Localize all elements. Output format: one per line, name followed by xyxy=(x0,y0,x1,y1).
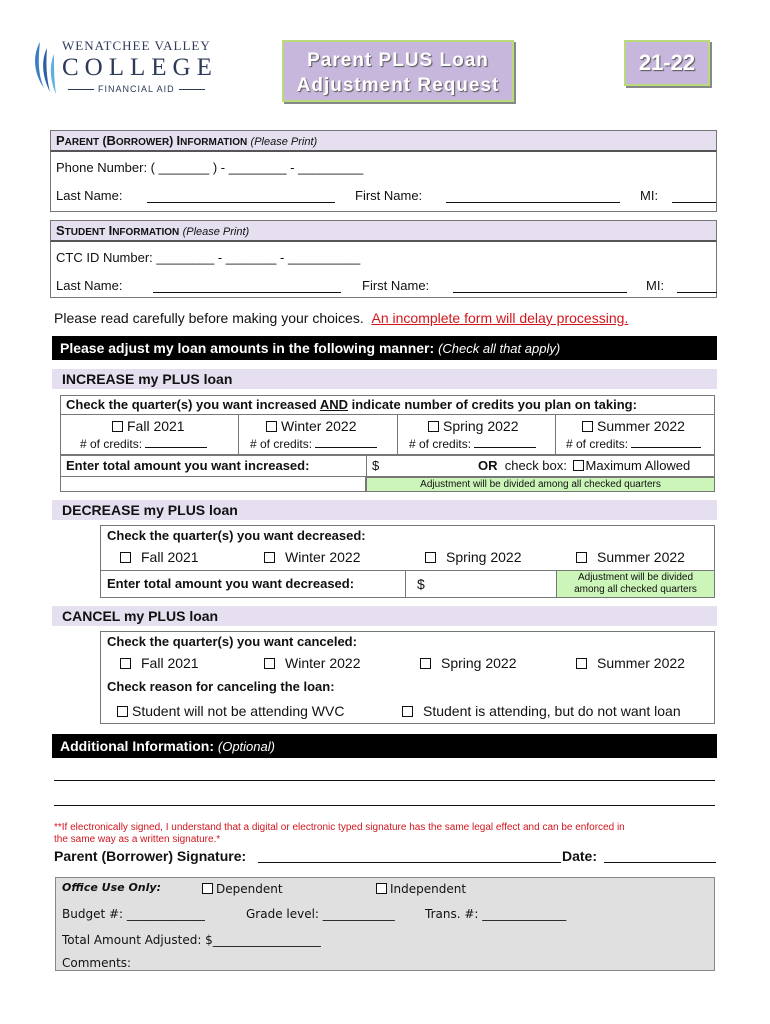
additional-info-heading: Additional Information: (Optional) xyxy=(52,734,717,758)
comments-field[interactable]: Comments: xyxy=(62,956,132,970)
cancel-fall-checkbox[interactable]: Fall 2021 xyxy=(120,655,199,671)
parent-first-name-field[interactable] xyxy=(446,202,620,203)
dependent-checkbox[interactable]: Dependent xyxy=(202,882,283,896)
increase-winter-checkbox[interactable]: Winter 2022 xyxy=(266,418,356,434)
budget-field[interactable]: Budget #: _____________ xyxy=(62,907,205,921)
increase-instruction: Check the quarter(s) you want increased AND indicate number of credits you plan on taking: xyxy=(66,397,637,412)
logo-line-1: WENATCHEE VALLEY xyxy=(62,38,211,53)
date-field[interactable] xyxy=(604,862,716,863)
increase-summer-credits[interactable]: # of credits: xyxy=(566,437,701,451)
checkbox-icon xyxy=(576,658,587,669)
checkbox-icon xyxy=(266,421,277,432)
logo-line-2: COLLEGE xyxy=(62,54,218,81)
cancel-summer-checkbox[interactable]: Summer 2022 xyxy=(576,655,685,671)
student-info-heading: STUDENT INFORMATION (Please Print) xyxy=(50,220,717,242)
increase-heading: INCREASE my PLUS loan xyxy=(52,369,717,389)
reason-attending-checkbox[interactable]: Student is attending, but do not want loan xyxy=(402,703,681,719)
decrease-winter-checkbox[interactable]: Winter 2022 xyxy=(264,549,360,565)
cancel-reason-label: Check reason for canceling the loan: xyxy=(107,679,335,694)
total-adjusted-field[interactable]: Total Amount Adjusted: $__________________ xyxy=(62,933,321,947)
date-label: Date: xyxy=(562,848,598,864)
grade-level-field[interactable]: Grade level: ____________ xyxy=(246,907,395,921)
logo-line-3: FINANCIAL AID xyxy=(64,84,209,94)
notice: Please read carefully before making your choices. An incomplete form will delay processing. xyxy=(54,310,629,326)
increase-fall-checkbox[interactable]: Fall 2021 xyxy=(112,418,185,434)
checkbox-icon xyxy=(117,706,128,717)
decrease-heading: DECREASE my PLUS loan xyxy=(52,500,717,520)
checkbox-icon xyxy=(264,658,275,669)
parent-first-name-label: First Name: xyxy=(355,188,423,203)
checkbox-icon xyxy=(425,552,436,563)
signature-label: Parent (Borrower) Signature: xyxy=(54,848,247,864)
cancel-instruction: Check the quarter(s) you want canceled: xyxy=(107,634,357,649)
checkbox-icon xyxy=(576,552,587,563)
increase-winter-credits[interactable]: # of credits: xyxy=(250,437,377,451)
checkbox-icon xyxy=(420,658,431,669)
cancel-heading: CANCEL my PLUS loan xyxy=(52,606,717,626)
student-mi-field[interactable] xyxy=(677,292,717,293)
decrease-summer-checkbox[interactable]: Summer 2022 xyxy=(576,549,685,565)
increase-summer-checkbox[interactable]: Summer 2022 xyxy=(582,418,685,434)
parent-last-name-field[interactable] xyxy=(147,202,335,203)
checkbox-icon xyxy=(582,421,593,432)
increase-max-option[interactable]: OR check box: Maximum Allowed xyxy=(478,458,691,473)
parent-mi-field[interactable] xyxy=(672,202,716,203)
independent-checkbox[interactable]: Independent xyxy=(376,882,466,896)
checkbox-icon xyxy=(376,883,387,894)
decrease-total-label: Enter total amount you want decreased: xyxy=(107,576,355,591)
additional-info-line-1[interactable] xyxy=(54,780,715,781)
increase-total-field[interactable]: $ xyxy=(372,458,380,473)
parent-info-heading: PARENT (BORROWER) INFORMATION (Please Print) xyxy=(50,130,717,152)
checkbox-icon xyxy=(428,421,439,432)
decrease-spring-checkbox[interactable]: Spring 2022 xyxy=(425,549,522,565)
checkbox-icon xyxy=(120,658,131,669)
cancel-spring-checkbox[interactable]: Spring 2022 xyxy=(420,655,517,671)
checkbox-icon xyxy=(112,421,123,432)
college-logo xyxy=(30,38,220,98)
incomplete-warning: An incomplete form will delay processing. xyxy=(371,310,629,326)
checkbox-icon xyxy=(202,883,213,894)
checkbox-icon xyxy=(120,552,131,563)
award-year-badge: 21-22 xyxy=(624,40,710,86)
student-first-name-label: First Name: xyxy=(362,278,430,293)
decrease-instruction: Check the quarter(s) you want decreased: xyxy=(107,528,366,543)
increase-note: Adjustment will be divided among all checked quarters xyxy=(366,477,715,492)
adjust-heading: Please adjust my loan amounts in the following manner: (Check all that apply) xyxy=(52,336,717,360)
cancel-winter-checkbox[interactable]: Winter 2022 xyxy=(264,655,360,671)
increase-fall-credits[interactable]: # of credits: xyxy=(80,437,207,451)
form-title: Parent PLUS Loan Adjustment Request xyxy=(282,40,514,102)
signature-field[interactable] xyxy=(258,862,561,863)
student-last-name-label: Last Name: xyxy=(56,278,123,293)
decrease-fall-checkbox[interactable]: Fall 2021 xyxy=(120,549,199,565)
increase-spring-checkbox[interactable]: Spring 2022 xyxy=(428,418,519,434)
student-last-name-field[interactable] xyxy=(153,292,341,293)
additional-info-line-2[interactable] xyxy=(54,805,715,806)
office-use-box xyxy=(55,877,715,971)
parent-phone-field[interactable]: Phone Number: ( _______ ) - ________ - _________ xyxy=(56,160,364,175)
esign-disclaimer: **If electronically signed, I understand that a digital or electronic typed signature has the same legal effect and can be enforced in the same way as a written signature.* xyxy=(54,822,625,845)
checkbox-icon xyxy=(402,706,413,717)
parent-mi-label: MI: xyxy=(640,188,659,203)
student-first-name-field[interactable] xyxy=(453,292,627,293)
decrease-note: Adjustment will be divided among all checked quarters xyxy=(556,570,715,598)
decrease-total-field[interactable]: $ xyxy=(417,576,425,592)
student-ctc-field[interactable]: CTC ID Number: ________ - _______ - __________ xyxy=(56,250,361,265)
office-use-heading: Office Use Only: xyxy=(62,881,161,894)
checkbox-icon xyxy=(573,460,584,471)
checkbox-icon xyxy=(264,552,275,563)
student-mi-label: MI: xyxy=(646,278,665,293)
trans-field[interactable]: Trans. #: ______________ xyxy=(425,907,567,921)
reason-not-attending-checkbox[interactable]: Student will not be attending WVC xyxy=(117,703,344,719)
increase-total-label: Enter total amount you want increased: xyxy=(66,458,310,473)
parent-last-name-label: Last Name: xyxy=(56,188,123,203)
flame-logo-icon xyxy=(30,38,66,98)
increase-spring-credits[interactable]: # of credits: xyxy=(409,437,536,451)
